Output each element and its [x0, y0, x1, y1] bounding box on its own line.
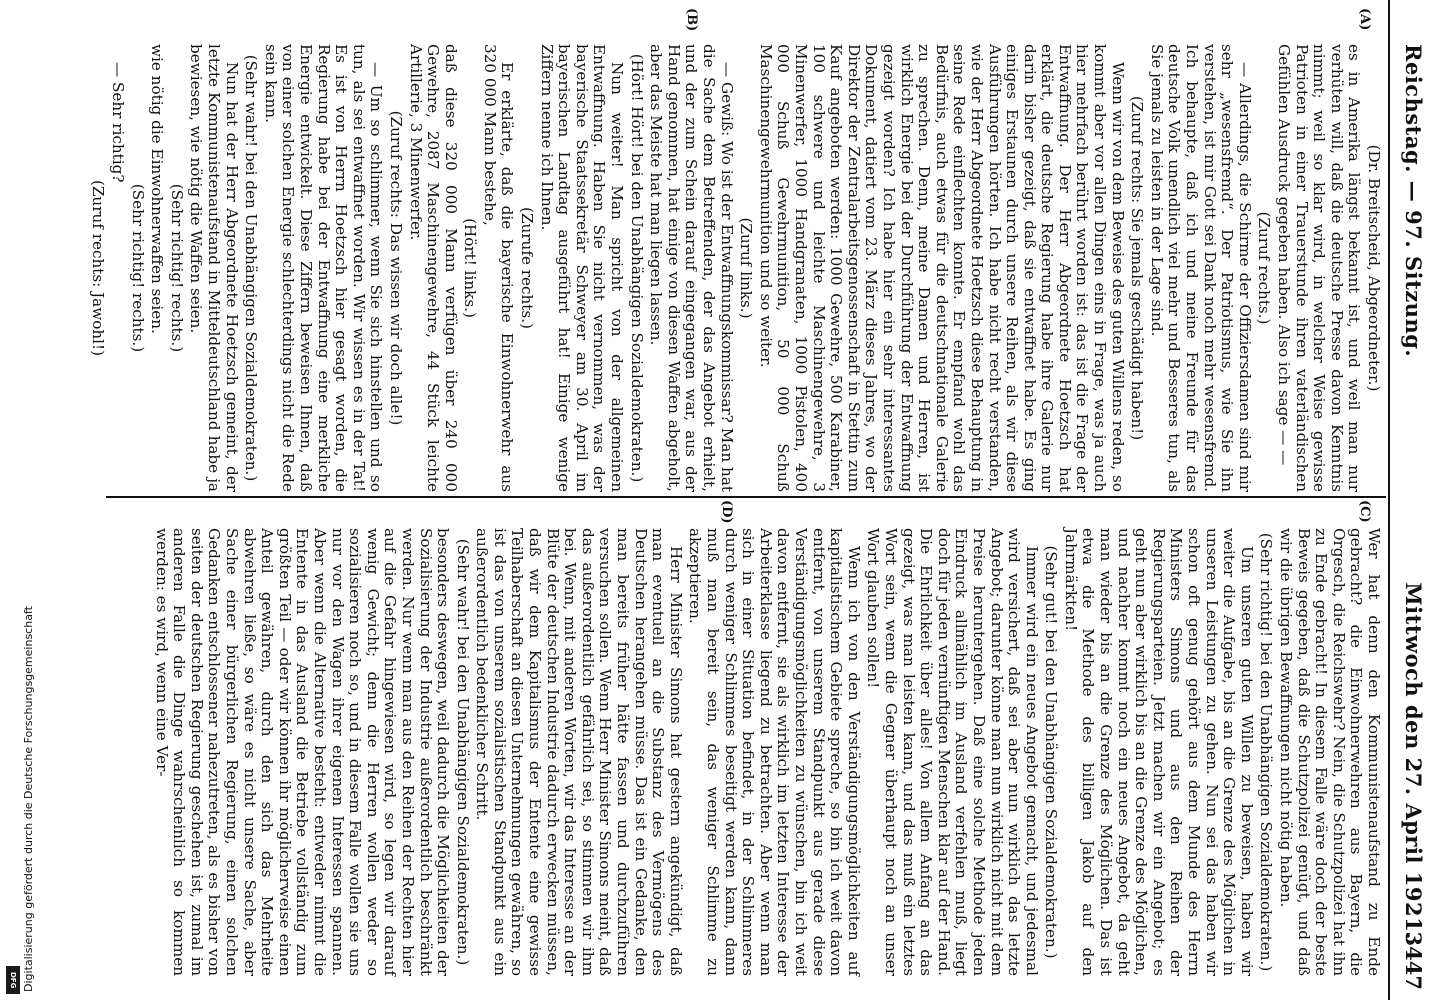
- interjection: (Sehr richtig! bei den Unabhängigen Sozialdemokraten.): [1257, 532, 1276, 972]
- page-number: 3447: [1401, 931, 1426, 990]
- paragraph: — Allerdings, die Schirme der Offiziersdamen sind mir sehr „wesensfremd“. Der Patriotismus, wie Sie ihn verstehen, ist mir Gott sei Dank noch mehr wesensfremd. Ich behaupte, daß ich und meine Freunde für das deutsche Volk unendlich viel mehr und Besseres tun, als Sie jemals zu leisten in der Lage sind.: [1147, 44, 1254, 492]
- interjection: (Zuruf rechts: Das wissen wir doch alle!): [386, 110, 405, 426]
- paragraph: Wer hat denn den Kommunistenaufstand zu Ende gebracht? die Einwohnerwehren aus Bayern, die Orgesch, die Reichswehr? Nein, die Schutzpolizei hat ihn zu Ende gebracht! In diesem Falle wäre doch der beste Beweis gegeben, daß die Schutzpolizei genügt, und daß wir die übrigen Bewaffnungen nicht nötig haben.: [1277, 528, 1383, 976]
- column-left: [87, 44, 1382, 492]
- paragraph: Nun hat der Herr Abgeordnete Hoetzsch gemeint, der letzte Kommunistenaufstand in Mitteldeutschland habe ja bewiesen, wie nötig die Waffen seien.: [187, 44, 241, 492]
- margin-mark-a: (A): [1357, 8, 1372, 31]
- interjection: (Sehr wahr! bei den Unabhängigen Sozialdemokraten.): [453, 538, 472, 966]
- interjection: (Sehr richtig! rechts.): [128, 183, 147, 353]
- interjection: (Zurufe rechts.): [518, 207, 537, 329]
- paragraph: Um unseren guten Willen zu beweisen, haben wir weiter die Aufgabe, bis an die Grenze des Möglichen in unseren Leistungen zu gehen. Nun sei das haben wir schon oft genug gehört aus dem Munde des Herrn Ministers Simons und aus den Reihen der Regierungsparteien. Jetzt machen wir ein Angebot; es geht nun aber wirklich bis an die Grenze des Möglichen, und nachher kommt noch ein neues Angebot, da geht man wieder bis an die Grenze des Möglichen. Das ist etwa die Methode des billigen Jakob auf den Jahrmärkten!: [1061, 528, 1256, 976]
- margin-mark-b: (B): [684, 8, 699, 32]
- interjection: (Sehr wahr! bei den Unabhängigen Sozialdemokraten.): [242, 54, 261, 482]
- column-divider: [106, 496, 1386, 498]
- margin-mark-c: (C): [1357, 500, 1372, 523]
- paragraph: Wenn wir von dem Beweise des guten Willens reden, so kommt aber vor allen Dingen eins in Frage, was ja auch hier mehrfach berührt worden ist: das ist die Frage der Entwaffnung. Der Herr Abgeordnete Hoetzsch hat erklärt, die deutsche Regierung habe ihre Galerie nur darin bisher gezeigt, daß sie entwaffnet habe. Es ging einiges Erstaunen durch unsere Reihen, als wir diese Ausführungen hörten. Ich habe nicht recht verstanden, wie der Herr Abgeordnete Hoetzsch diese Behauptung in seine Rede einflechten konnte. Er empfand wohl das Bedürfnis, auch etwas für die deutschnationale Galerie zu sprechen. Denn, meine Damen und Herren, ist wirklich Energie bei der Durchführung der Entwaffnung gezeigt worden? Ich habe hier ein sehr interessantes Dokument, datiert vom 23. März dieses Jahres, wo der Direktor der Zentralarbeitsgenossenschaft in Stettin zum Kauf angeboten werden: 1000 Gewehre, 500 Karabiner, 100 schwere und leichte Maschinengewehre, 3 Minenwerfer, 1000 Handgranaten, 1000 Pistolen, 400 000 Schuß Gewehrmunition, 50 000 Schuß Maschinengewehrmunition und so weiter.: [756, 44, 1127, 492]
- paragraph: — Gewiß: Wo ist der Entwaffnungskommissar? Man hat die Sache dem Betreffenden, der das Angebot erhielt, und der zum Schein darauf eingegangen war, aus der Hand genommen, hat einige von diesen Waffen abgeholt, aber das Meiste hat man liegen lassen.: [647, 44, 736, 492]
- credit-text: Digitalisierung gefördert durch die Deutsche Forschungsgemeinschaft: [22, 606, 35, 992]
- paragraph: wie nötig die Einwohnerwaffen seien.: [148, 44, 167, 334]
- interjection: (Sehr gut! bei den Unabhängigen Sozialdemokraten.): [1042, 545, 1061, 959]
- interjection: (Hört! Hört! bei den Unabhängigen Sozialdemokraten.): [627, 53, 646, 483]
- paragraph: Immer wird ein neues Angebot gemacht, und jedesmal wird versichert, daß sei aber nun wirklich das letzte Angebot; darunter könne man nun wirklich nicht mit dem Preise heruntergehen. Daß eine solche Methode jeden Eindruck allmählich im Ausland verfehlen muß, liegt doch für jeden vernünftigen Menschen klar auf der Hand. Die Ehrlichkeit über alles! Von allem Anfang an das gezeigt, was man leisten kann, und das muß ein letztes Wort sein, wenn die Gegner überhaupt noch an unser Wort glauben sollen!: [864, 528, 1041, 976]
- interjection: (Zuruf rechts: Jawohl!): [89, 179, 108, 357]
- interjection: (Sehr richtig! rechts.): [167, 183, 186, 353]
- paragraph: (Dr. Breitscheid, Abgeordneter.): [1365, 144, 1383, 392]
- header-title-right: Mittwoch den 27. April 1921.: [1401, 582, 1426, 940]
- paragraph: — Sehr richtig?: [109, 62, 128, 183]
- paragraph: — Um so schlimmer, wenn Sie sich hinstellen und so tun, als sei entwaffnet worden. Wir wissen es in der Tat! Es ist von Herrn Hoetzsch hier gesagt worden, die Regierung habe bei der Entwaffnung eine merkliche Energie entwickelt. Diese Ziffern beweisen Ihnen, daß von einer solchen Energie schlechterdings nicht die Rede sein kann.: [261, 44, 386, 492]
- margin-mark-d: (D): [719, 500, 734, 524]
- paragraph: besonders deswegen, weil dadurch die Möglichkeiten der Sozialisierung der Industrie außerordentlich beschränkt werden. Nur wenn man aus den Reihen der Rechten hier auf die Gefahr hingewiesen wird, so legen wir darauf wenig Gewicht; denn die Herren wollen weder so sozialisieren noch so, und in diesem Falle wollen sie uns nur vor den Wagen ihrer eigenen Interessen spannen. Aber wenn die Alternative besteht: entweder nimmt die Entente in das Ausland die Betriebe vollständig zum größten Teil — oder wir können ihr möglicherweise einen Anteil gewähren, durch den sich das Mehrheite abwehren ließe, so wäre es nicht unsere Sache, aber Sache einer bürgerlichen Regierung, einen solchen Gedanken entschlossener nahezutreten, als es bisher von seiten der deutschen Regierung geschehen ist, zumal im anderen Falle die Dinge wahrscheinlich so kommen werden: es wird, wenn eine Ver-: [152, 528, 453, 976]
- paragraph: Herr Minister Simons hat gestern angekündigt, daß man eventuell an die Substanz des Vermögens des Deutschen herangehen müsse. Das ist ein Gedanke, den man bereits früher hätte fassen und durchzuführen versuchen sollen. Wenn Herr Minister Simons meint, daß das außerordentlich gefährlich sei, so stimmen wir ihm bei. Wenn, mit anderen Worten, wir das Interesse an der Blüte der deutschen Industrie dadurch erwecken müssen, daß wir dem Kapitalismus der Entente eine gewisse Teilhaberschaft an diesen Unternehmungen gewähren, so ist das von unserem sozialistischen Standpunkt aus ein außerordentlich bedenklicher Schritt.: [473, 528, 685, 976]
- interjection: (Zuruf rechts: Sie jemals geschädigt haben!): [1128, 95, 1147, 441]
- interjection: (Zuruf rechts.): [1255, 211, 1274, 325]
- column-right: [150, 528, 1382, 976]
- newspaper-page: [54, 0, 1434, 1000]
- paragraph: Er erklärte, daß die bayerische Einwohnerwehr aus 320 000 Mann bestehe,: [480, 44, 517, 492]
- paragraph: Nun weiter! Man spricht von der allgemeinen Entwaffnung. Haben Sie nicht vernommen, was der bayerische Staatssekretär Schweyer am 30. April im bayerischen Landtag ausgeführt hat! Einige wenige Ziffern nenne ich Ihnen.: [537, 44, 627, 492]
- interjection: (Hört! links.): [461, 218, 480, 318]
- page-header: [1388, 0, 1434, 1000]
- interjection: (Zuruf links.): [737, 217, 756, 319]
- header-title-left: Reichstag. — 97. Sitzung.: [1401, 44, 1426, 358]
- dfg-logo: DFG: [6, 966, 20, 994]
- digitization-credit: [2, 0, 35, 1000]
- paragraph: es in Amerika längst bekannt ist, und weil man nur verhüten will, daß die deutsche Presse davon Kenntnis nimmt; weil so klar wird, in welcher Weise gewisse Patrioten in einer Trauerstunde ihren vaterländischen Gefühlen Ausdruck gegeben haben. Also ich sage — —: [1275, 44, 1364, 492]
- paragraph: daß diese 320 000 Mann verfügen über 240 000 Gewehre, 2087 Maschinengewehre, 44 Stück leichte Artillerie, 3 Minenwerfer.: [406, 44, 460, 492]
- paragraph: Wenn ich von den Verständigungsmöglichkeiten auf kapitalistischem Gebiete spreche, so bin ich weit davon entfernt, von unserem Standpunkt aus gerade diese Verständigungsmöglichkeiten zu wünschen, bin ich weit davon entfernt, sie als wirklich im letzten Interesse der Arbeiterklasse liegend zu betrachten. Aber wenn man sich in einer Situation befindet, in der Schlimmeres durch weniger Schlimmes beseitigt werden kann, dann muß man bereit sein, das weniger Schlimme zu akzeptieren.: [686, 528, 863, 976]
